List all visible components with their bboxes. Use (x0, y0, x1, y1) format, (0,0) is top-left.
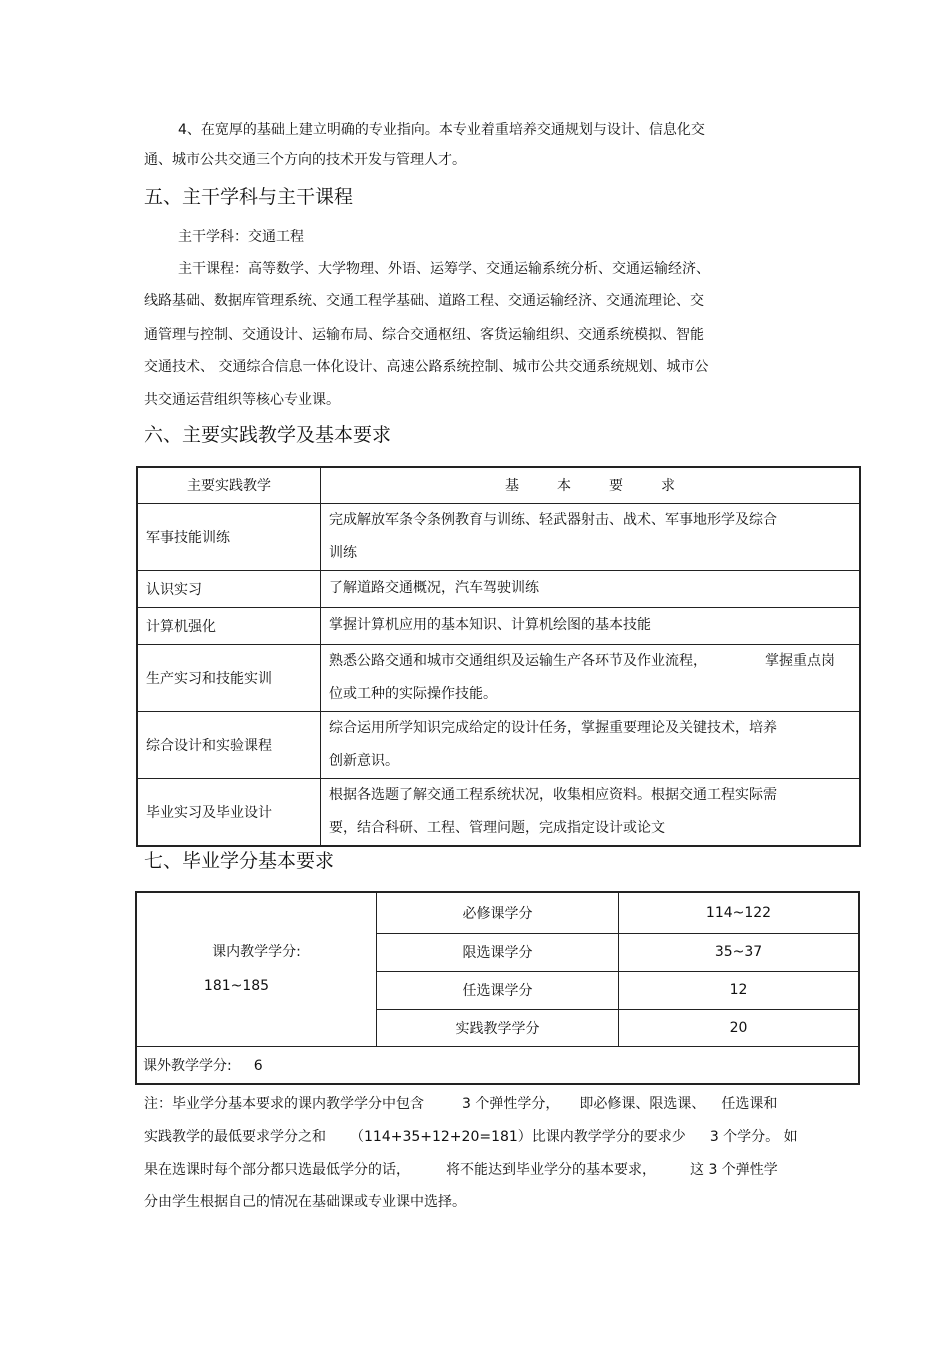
requirement-line: 训练 (329, 544, 357, 561)
practice-requirement (321, 503, 861, 570)
table-row (136, 892, 859, 933)
practice-requirement: 掌握计算机应用的基本知识、计算机绘图的基本技能 (321, 607, 861, 644)
credit-type-value: 12 (619, 971, 860, 1009)
requirement-line: 要，结合科研、工程、管理问题，完成指定设计或论文 (329, 819, 665, 836)
extra-credits-cell (136, 1046, 859, 1084)
requirement-line: 完成解放军条令条例教育与训练、轻武器射击、战术、军事地形学及综合 (329, 511, 777, 528)
in-class-credits-value: 181~185 (203, 978, 270, 995)
note-text: 注：毕业学分基本要求的课内教学学分中包含 (144, 1096, 424, 1112)
requirement-line: 综合运用所学知识完成给定的设计任务，掌握重要理论及关键技术，培养 (329, 719, 777, 736)
credit-type-value: 20 (619, 1009, 860, 1046)
practice-header-row (137, 467, 860, 503)
section5-courses-line-1: 主干课程：高等数学、大学物理、外语、运筹学、交通运输系统分析、交通运输经济、 (178, 261, 710, 277)
in-class-credits-cell (136, 892, 377, 1046)
practice-requirement (321, 778, 861, 846)
credit-type-label: 限选课学分 (377, 933, 619, 971)
practice-name: 毕业实习及毕业设计 (137, 778, 321, 846)
table-row (137, 570, 860, 607)
table-row (137, 778, 860, 846)
requirement-line (329, 645, 859, 678)
note-text: 这 3 个弹性学 (690, 1162, 778, 1178)
note-text: 3 个学分。 如 (709, 1129, 798, 1145)
table-row (136, 1046, 859, 1084)
intro-line-1: 4、在宽厚的基础上建立明确的专业指向。本专业着重培养交通规划与设计、信息化交 (178, 122, 705, 138)
practice-name: 军事技能训练 (137, 503, 321, 570)
practice-requirement: 了解道路交通概况，汽车驾驶训练 (321, 570, 861, 607)
practice-table (136, 466, 861, 847)
credit-type-value: 114~122 (619, 892, 860, 933)
credits-table (135, 891, 860, 1085)
requirement-line: 根据各选题了解交通工程系统状况，收集相应资料。根据交通工程实际需 (329, 786, 777, 803)
requirement-part: 掌握重点岗 (765, 652, 835, 669)
practice-requirement (321, 644, 861, 711)
table-row (137, 711, 860, 778)
intro-line-2: 通、城市公共交通三个方向的技术开发与管理人才。 (144, 152, 466, 168)
header-char: 本 (557, 478, 571, 495)
requirement-line: 创新意识。 (329, 752, 399, 769)
practice-name: 计算机强化 (137, 607, 321, 644)
extra-credits-value: 6 (253, 1057, 263, 1074)
note-text: 即必修课、限选课、 (579, 1096, 706, 1112)
header-char: 基 (505, 478, 519, 495)
credit-type-label: 任选课学分 (377, 971, 619, 1009)
note-text: 3 个弹性学分， (462, 1096, 560, 1112)
requirement-part: 熟悉公路交通和城市交通组织及运输生产各环节及作业流程， (329, 652, 707, 669)
practice-name: 生产实习和技能实训 (137, 644, 321, 711)
note-line-2 (144, 1127, 798, 1147)
table-row (137, 644, 860, 711)
section5-courses-line-2: 线路基础、数据库管理系统、交通工程学基础、道路工程、交通运输经济、交通流理论、交 (144, 293, 704, 309)
header-char: 求 (661, 478, 675, 495)
practice-header-col2 (321, 467, 861, 503)
practice-name: 认识实习 (137, 570, 321, 607)
practice-header-col1: 主要实践教学 (137, 467, 321, 503)
note-line-4: 分由学生根据自己的情况在基础课或专业课中选择。 (144, 1194, 466, 1210)
section6-title: 六、主要实践教学及基本要求 (144, 424, 392, 446)
practice-name: 综合设计和实验课程 (137, 711, 321, 778)
section5-courses-line-4: 交通技术、 交通综合信息一体化设计、高速公路系统控制、城市公共交通系统规划、城市公 (144, 359, 709, 375)
section7-title: 七、毕业学分基本要求 (144, 850, 335, 872)
note-text: 果在选课时每个部分都只选最低学分的话， (144, 1162, 410, 1178)
in-class-credits-label: 课内教学学分: (212, 944, 301, 961)
note-line-1 (144, 1094, 777, 1114)
note-line-3 (144, 1160, 778, 1180)
section5-courses-line-3: 通管理与控制、交通设计、运输布局、综合交通枢纽、客货运输组织、交通系统模拟、智能 (144, 327, 704, 343)
table-row (137, 607, 860, 644)
note-text: （114+35+12+20=181）比课内教学学分的要求少 (350, 1129, 686, 1145)
note-text: 实践教学的最低要求学分之和 (144, 1129, 326, 1145)
table-row (137, 503, 860, 570)
requirement-line: 位或工种的实际操作技能。 (329, 685, 497, 702)
credit-type-label: 必修课学分 (377, 892, 619, 933)
note-text: 任选课和 (721, 1096, 778, 1112)
credit-type-label: 实践教学学分 (377, 1009, 619, 1046)
credit-type-value: 35~37 (619, 933, 860, 971)
section5-title: 五、主干学科与主干课程 (144, 186, 354, 208)
section5-discipline: 主干学科：交通工程 (178, 229, 304, 245)
header-char: 要 (609, 478, 623, 495)
practice-requirement (321, 711, 861, 778)
section5-courses-line-5: 共交通运营组织等核心专业课。 (144, 392, 340, 408)
note-text: 将不能达到毕业学分的基本要求， (446, 1162, 656, 1178)
extra-credits-label: 课外教学学分: (143, 1057, 232, 1074)
